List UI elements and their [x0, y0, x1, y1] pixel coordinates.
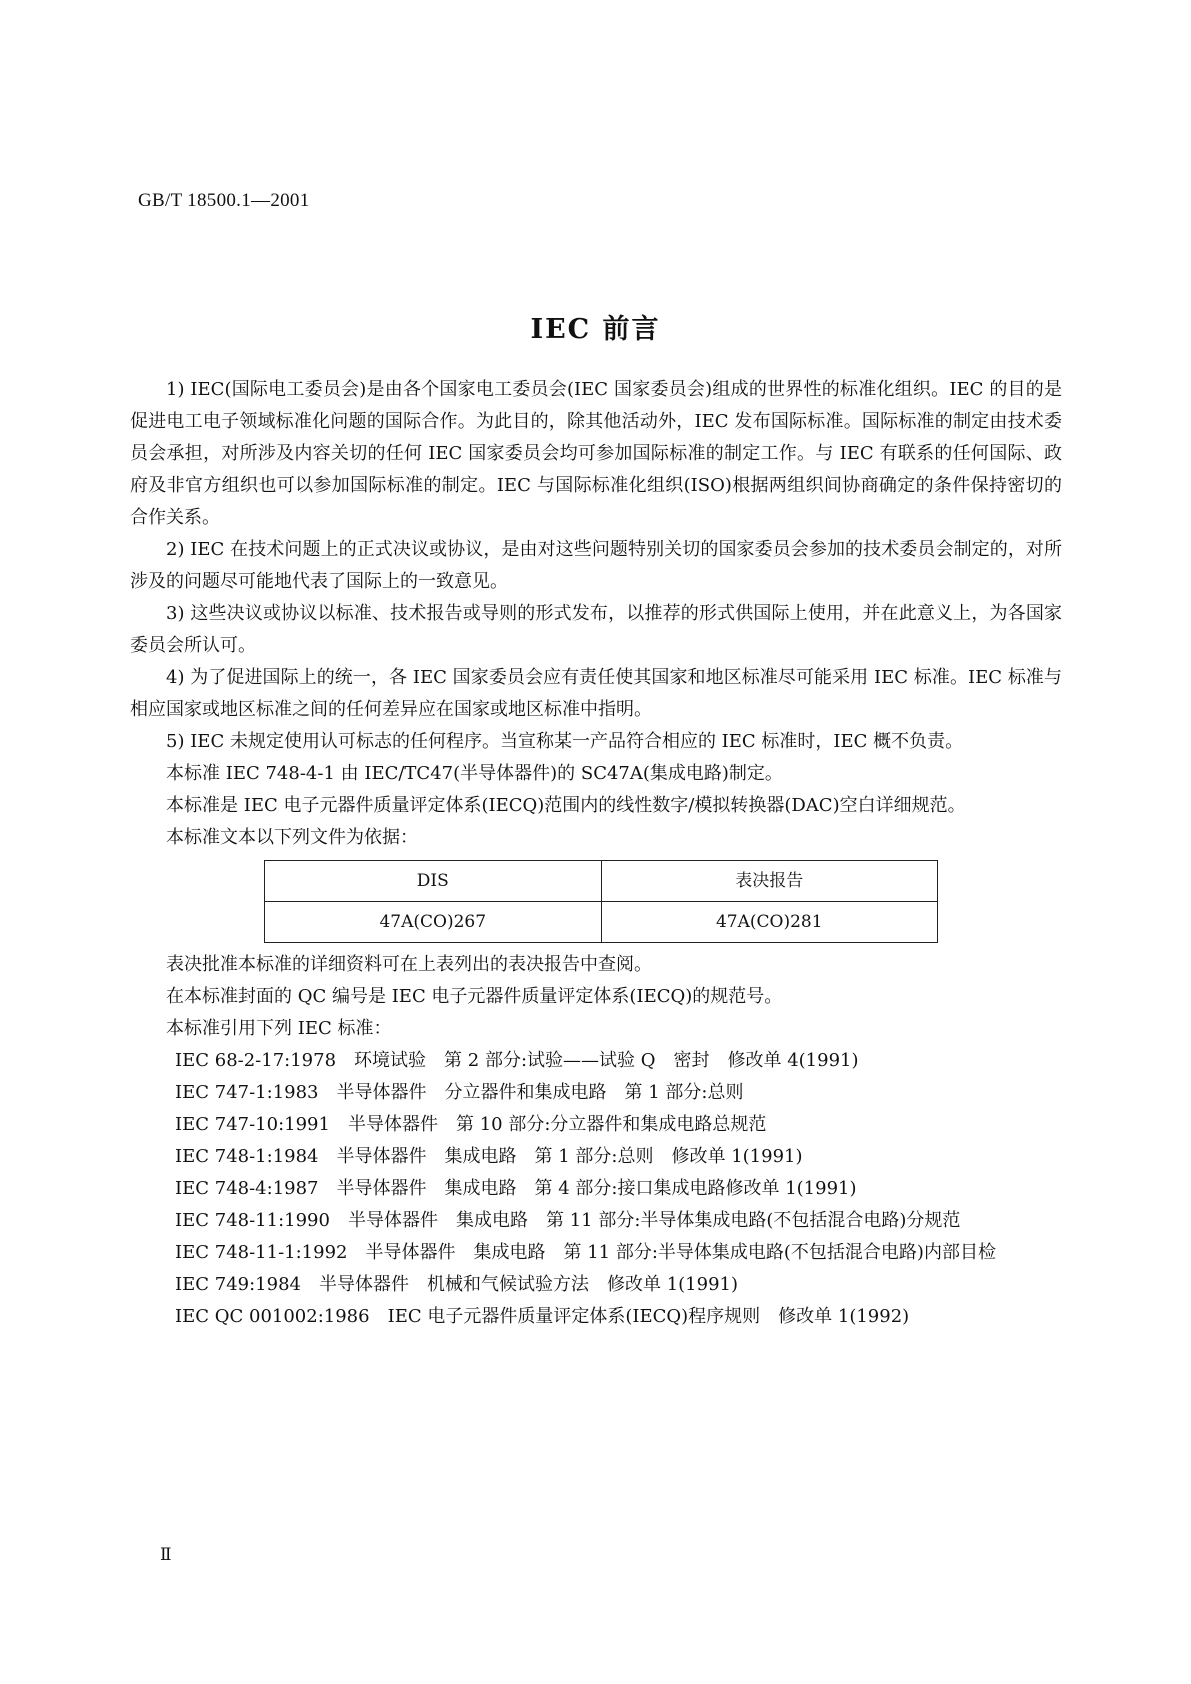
- reference-list: [130, 1045, 1062, 1333]
- list-item: [130, 1301, 1062, 1333]
- table-cell-voting-report: 47A(CO)281: [601, 902, 938, 943]
- reference-title: 半导体器件 集成电路 第 11 部分:半导体集成电路(不包括混合电路)分规范: [347, 1210, 961, 1231]
- reference-code: IEC QC 001002:1986: [175, 1306, 370, 1327]
- reference-title: 半导体器件 分立器件和集成电路 第 1 部分:总则: [336, 1082, 744, 1103]
- reference-title: 半导体器件 集成电路 第 11 部分:半导体集成电路(不包括混合电路)内部目检: [365, 1242, 996, 1263]
- list-item: [130, 1205, 1062, 1237]
- paragraph-qc-number: 在本标准封面的 QC 编号是 IEC 电子元器件质量评定体系(IECQ)的规范号。: [166, 986, 783, 1007]
- reference-code: IEC 748-4:1987: [175, 1178, 319, 1199]
- list-item: [130, 1141, 1062, 1173]
- reference-title: 半导体器件 机械和气候试验方法 修改单 1(1991): [318, 1274, 739, 1295]
- list-item: [130, 1269, 1062, 1301]
- list-item: [130, 1077, 1062, 1109]
- reference-title: IEC 电子元器件质量评定体系(IECQ)程序规则 修改单 1(1992): [387, 1306, 910, 1327]
- paragraph-5: 5) IEC 未规定使用认可标志的任何程序。当宣称某一产品符合相应的 IEC 标准时，IEC 概不负责。: [166, 731, 964, 752]
- reference-code: IEC 748-1:1984: [175, 1146, 319, 1167]
- list-item: [130, 1109, 1062, 1141]
- paragraph-4: 4) 为了促进国际上的统一，各 IEC 国家委员会应有责任使其国家和地区标准尽可能采用 IEC 标准。IEC 标准与相应国家或地区标准之间的任何差异应在国家或地区标准中指明。: [130, 667, 1062, 720]
- table-row: [265, 902, 938, 943]
- paragraph-committee: 本标准 IEC 748-4-1 由 IEC/TC47(半导体器件)的 SC47A(集成电路)制定。: [166, 763, 783, 784]
- paragraph-voting-info: 表决批准本标准的详细资料可在上表列出的表决报告中查阅。: [166, 954, 652, 975]
- reference-title: 半导体器件 集成电路 第 4 部分:接口集成电路修改单 1(1991): [336, 1178, 857, 1199]
- table-cell-dis: 47A(CO)267: [265, 902, 602, 943]
- paragraph-2: 2) IEC 在技术问题上的正式决议或协议，是由对这些问题特别关切的国家委员会参加的技术委员会制定的，对所涉及的问题尽可能地代表了国际上的一致意见。: [130, 539, 1062, 592]
- reference-code: IEC 748-11:1990: [175, 1210, 330, 1231]
- reference-title: 环境试验 第 2 部分:试验——试验 Q 密封 修改单 4(1991): [354, 1050, 859, 1071]
- document-body: [130, 374, 1062, 1333]
- reference-title: 半导体器件 第 10 部分:分立器件和集成电路总规范: [347, 1114, 767, 1135]
- voting-documents-table: [264, 860, 938, 943]
- reference-code: IEC 749:1984: [175, 1274, 301, 1295]
- paragraph-scope: 本标准是 IEC 电子元器件质量评定体系(IECQ)范围内的线性数字/模拟转换器(DAC)空白详细规范。: [166, 795, 966, 816]
- page-number: Ⅱ: [160, 1545, 172, 1565]
- reference-code: IEC 748-11-1:1992: [175, 1242, 348, 1263]
- paragraph-1: 1) IEC(国际电工委员会)是由各个国家电工委员会(IEC 国家委员会)组成的世界性的标准化组织。IEC 的目的是促进电工电子领域标准化问题的国际合作。为此目的，除其他活动外，IEC 发布国际标准。国际标准的制定由技术委员会承担，对所涉及内容关切的任何 IEC 国家委员会均可参加国际标准的制定工作。与 IEC 有联系的任何国际、政府及非官方组织也可以参加国际标准的制定。IEC 与国际标准化组织(ISO)根据两组织间协商确定的条件保持密切的合作关系。: [130, 379, 1062, 528]
- table-header-voting-report: 表决报告: [601, 861, 938, 902]
- paragraph-basis: 本标准文本以下列文件为依据：: [166, 827, 418, 848]
- table-header-row: [265, 861, 938, 902]
- reference-code: IEC 747-1:1983: [175, 1082, 319, 1103]
- reference-code: IEC 747-10:1991: [175, 1114, 330, 1135]
- reference-code: IEC 68-2-17:1978: [175, 1050, 337, 1071]
- list-item: [130, 1045, 1062, 1077]
- table-header-dis: DIS: [265, 861, 602, 902]
- paragraph-references-intro: 本标准引用下列 IEC 标准：: [166, 1018, 392, 1039]
- page-title: IEC 前言: [530, 314, 661, 345]
- list-item: [130, 1237, 1062, 1269]
- document-header: GB/T 18500.1—2001: [138, 190, 310, 211]
- paragraph-3: 3) 这些决议或协议以标准、技术报告或导则的形式发布，以推荐的形式供国际上使用，并在此意义上，为各国家委员会所认可。: [130, 603, 1062, 656]
- list-item: [130, 1173, 1062, 1205]
- reference-title: 半导体器件 集成电路 第 1 部分:总则 修改单 1(1991): [336, 1146, 803, 1167]
